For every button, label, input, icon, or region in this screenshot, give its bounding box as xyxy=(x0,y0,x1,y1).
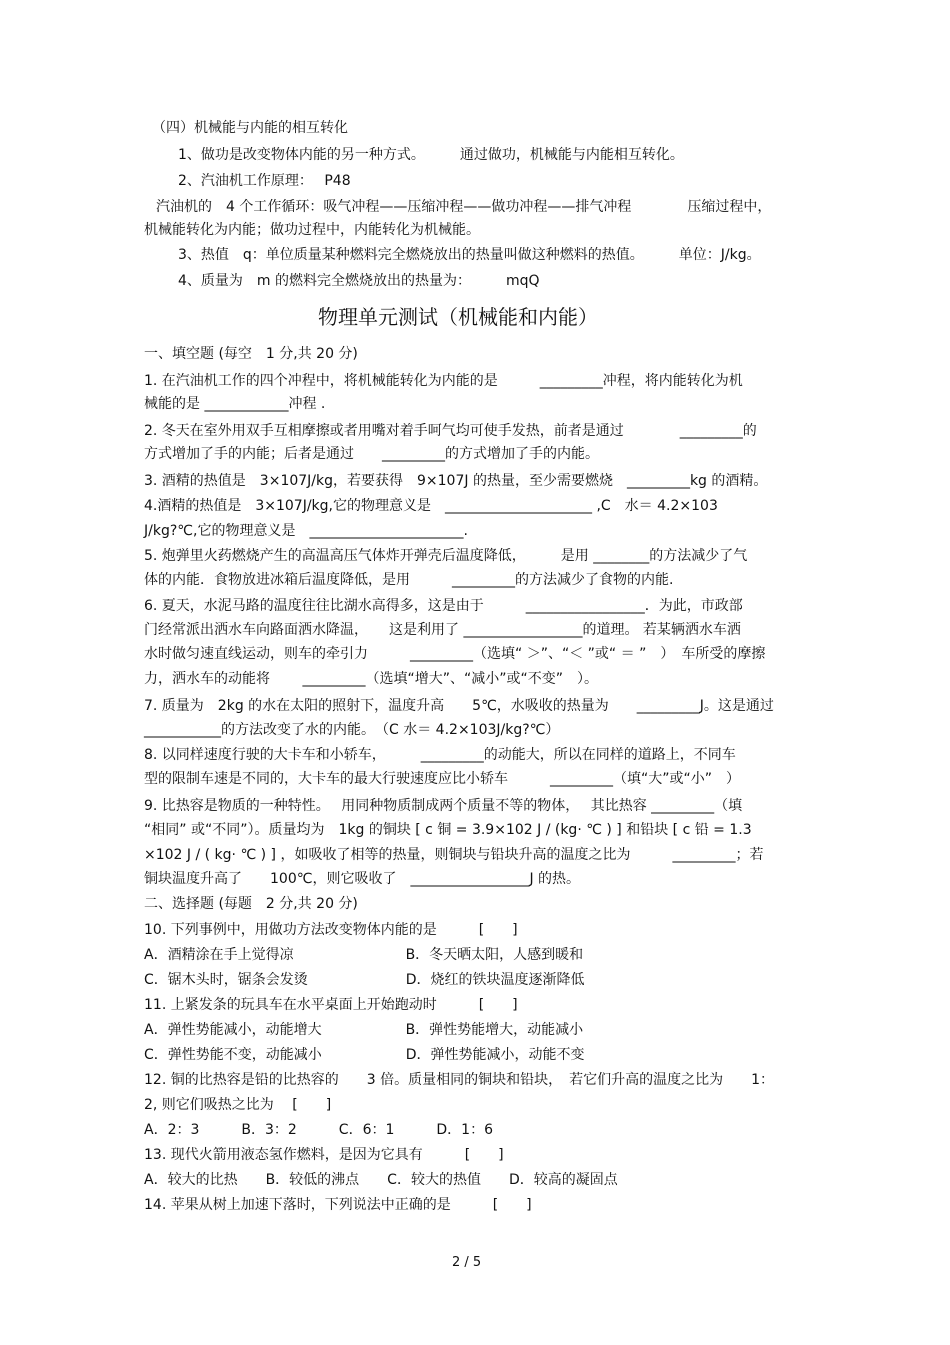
option-line: A．较大的比热 B．较低的沸点 C．较大的热值 D．较高的凝固点 xyxy=(144,1172,618,1188)
section-heading: 一、填空题 (每空 1 分,共 20 分) xyxy=(144,346,358,362)
question-line: ___________的方法改变了水的内能。 （C 水＝ 4.2×103J/kg?℃） xyxy=(144,722,560,738)
question-line: 门经常派出洒水车向路面洒水降温， 这是利用了 _________________的道理。 若某辆洒水车洒 xyxy=(144,622,741,638)
question-line: 4.酒精的热值是 3×107J/kg,它的物理意义是 _____________________ ,C 水＝ 4.2×103 xyxy=(144,498,718,514)
option-line: C．弹性势能不变，动能减小 D．弹性势能减小，动能不变 xyxy=(144,1047,585,1063)
question-line: 14. 苹果从树上加速下落时，下列说法中正确的是 [ ] xyxy=(144,1197,532,1213)
section-heading: 二、选择题 (每题 2 分,共 20 分) xyxy=(144,896,358,912)
text-line: 汽油机的 4 个工作循环：吸气冲程——压缩冲程——做功冲程——排气冲程 压缩过程中， xyxy=(156,199,772,215)
question-line: 8. 以同样速度行驶的大卡车和小轿车， _________的动能大，所以在同样的道路上，不同车 xyxy=(144,747,736,763)
question-line: 铜块温度升高了 100℃，则它吸收了 _________________J 的热。 xyxy=(144,871,581,887)
section-heading: （四）机械能与内能的相互转化 xyxy=(152,120,348,136)
question-line: 13. 现代火箭用液态氢作燃料，是因为它具有 [ ] xyxy=(144,1147,504,1163)
question-line: 7. 质量为 2kg 的水在太阳的照射下，温度升高 5℃，水吸收的热量为 _________J。这是通过 xyxy=(144,698,774,714)
question-line: 2. 冬天在室外用双手互相摩擦或者用嘴对着手呵气均可使手发热，前者是通过 _________的 xyxy=(144,423,757,439)
question-line: 9. 比热容是物质的一种特性。 用同种物质制成两个质量不等的物体， 其比热容 _________（填 xyxy=(144,798,743,814)
question-line: 1. 在汽油机工作的四个冲程中，将机械能转化为内能的是 _________冲程，将内能转化为机 xyxy=(144,373,743,389)
text-line: 2、汽油机工作原理： P48 xyxy=(178,173,351,189)
text-line: 1、做功是改变物体内能的另一种方式。 通过做功，机械能与内能相互转化。 xyxy=(178,147,684,163)
option-line: A．2：3 B．3：2 C．6：1 D．1：6 xyxy=(144,1122,493,1138)
question-line: 力，洒水车的动能将 _________（选填“增大”、“减小”或“不变” ）。 xyxy=(144,671,598,687)
option-line: A．弹性势能减小，动能增大 B．弹性势能增大，动能减小 xyxy=(144,1022,584,1038)
question-line: J/kg?℃,它的物理意义是 ______________________. xyxy=(144,523,468,539)
question-line: ×102 J / ( kg· ℃ ) ] ，如吸收了相等的热量，则铜块与铅块升高的温度之比为 _________；若 xyxy=(144,847,764,863)
text-line: 4、质量为 m 的燃料完全燃烧放出的热量为： mqQ xyxy=(178,273,540,289)
option-line: C．锯木头时，锯条会发烫 D．烧红的铁块温度逐渐降低 xyxy=(144,972,585,988)
question-line: 11. 上紧发条的玩具车在水平桌面上开始跑动时 [ ] xyxy=(144,997,518,1013)
question-line: 方式增加了手的内能；后者是通过 _________的方式增加了手的内能。 xyxy=(144,446,599,462)
question-line: 型的限制车速是不同的，大卡车的最大行驶速度应比小轿车 _________（填“大”或“小” ） xyxy=(144,771,741,787)
text-line: 机械能转化为内能；做功过程中，内能转化为机械能。 xyxy=(144,222,480,238)
option-line: A．酒精涂在手上觉得凉 B．冬天晒太阳，人感到暖和 xyxy=(144,947,584,963)
question-line: 械能的是 ____________冲程 . xyxy=(144,396,326,412)
question-line: 3. 酒精的热值是 3×107J/kg，若要获得 9×107J 的热量，至少需要燃烧 _________kg 的酒精。 xyxy=(144,473,768,489)
question-line: 6. 夏天，水泥马路的温度往往比湖水高得多，这是由于 _________________．为此，市政部 xyxy=(144,598,743,614)
question-line: 12. 铜的比热容是铅的比热容的 3 倍。质量相同的铜块和铅块， 若它们升高的温度之比为 1： xyxy=(144,1072,774,1088)
page-number: 2 / 5 xyxy=(452,1255,482,1270)
text-line: 3、热值 q：单位质量某种燃料完全燃烧放出的热量叫做这种燃料的热值。 单位：J/kg。 xyxy=(178,247,761,263)
question-line: 体的内能．食物放进冰箱后温度降低，是用 _________的方法减少了食物的内能. xyxy=(144,572,674,588)
question-line: 10. 下列事例中，用做功方法改变物体内能的是 [ ] xyxy=(144,922,518,938)
question-line: 5. 炮弹里火药燃烧产生的高温高压气体炸开弹壳后温度降低， 是用 ________的方法减少了气 xyxy=(144,548,748,564)
question-line: 2, 则它们吸热之比为 [ ] xyxy=(144,1097,332,1113)
question-line: “相同” 或“不同”）。质量均为 1kg 的铜块 [ c 铜 = 3.9×102 J / (kg· ℃ ) ] 和铅块 [ c 铅 = 1.3 xyxy=(144,822,752,838)
question-line: 水时做匀速直线运动，则车的牵引力 _________（选填“ ＞”、“＜ ”或“ ＝ ” ） 车所受的摩擦 xyxy=(144,646,766,662)
page-title: 物理单元测试（机械能和内能） xyxy=(318,305,598,329)
